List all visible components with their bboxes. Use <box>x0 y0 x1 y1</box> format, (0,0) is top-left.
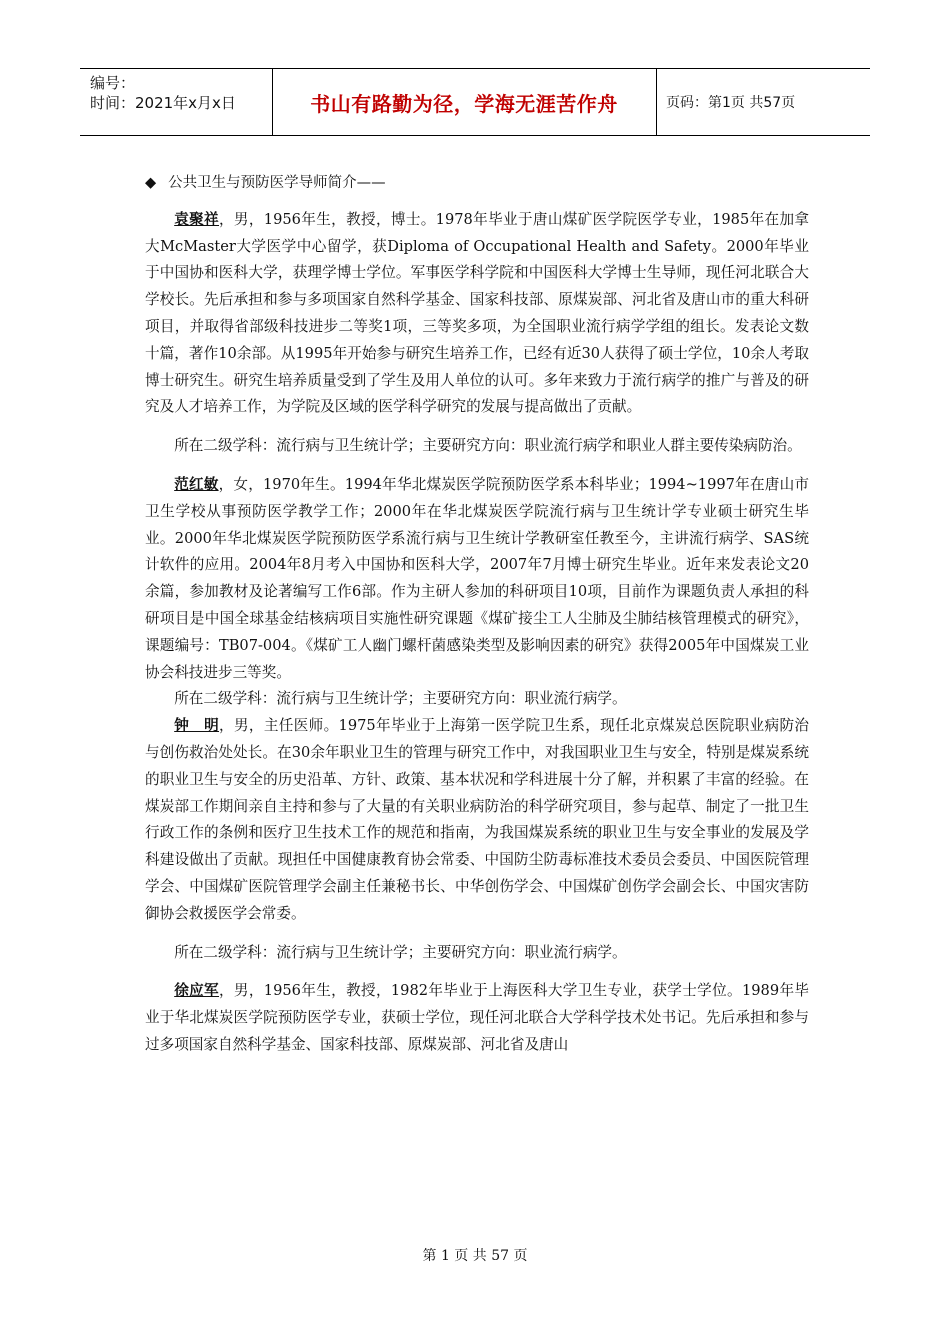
advisor-bio-text: ，男，1956年生，教授，博士。1978年毕业于唐山煤矿医学院医学专业，1985年在加拿大McMaster大学医学中心留学，获Diploma of Occupational Health and Safety。2000年毕业于中国协和医科大学，获理学博士学位。军事医学科学院和中国医科大学博士生导师，现任河北联合大学校长。先后承担和参与多项国家自然科学基金、国家科技部、原煤炭部、河北省及唐山市的重大科研项目，并取得省部级科技进步二等奖1项，三等奖多项，为全国职业流行病学学组的组长。发表论文数十篇，著作10余部。从1995年开始参与研究生培养工作，已经有近30人获得了硕士学位，10余人考取博士研究生。研究生培养质量受到了学生及用人单位的认可。多年来致力于流行病学的推广与普及的研究及人才培养工作，为学院及区域的医学科学研究的发展与提高做出了贡献。 <box>145 210 809 416</box>
advisor-bio-text: ，女，1970年生。1994年华北煤炭医学院预防医学系本科毕业；1994~1997年在唐山市卫生学校从事预防医学教学工作；2000年在华北煤炭医学院流行病与卫生统计学专业硕士研究生毕业。2000年华北煤炭医学院预防医学系流行病与卫生统计学教研室任教至今，主讲流行病学、SAS统计软件的应用。2004年8月考入中国协和医科大学，2007年7月博士研究生毕业。近年来发表论文20余篇，参加教材及论著编写工作6部。作为主研人参加的科研项目10项，目前作为课题负责人承担的科研项目是中国全球基金结核病项目实施性研究课题《煤矿接尘工人尘肺及尘肺结核管理模式的研究》，课题编号：TB07-004。《煤矿工人幽门螺杆菌感染类型及影响因素的研究》获得2005年中国煤炭工业协会科技进步三等奖。 <box>145 475 809 681</box>
doc-number-label: 编号： <box>90 74 136 92</box>
header-meta <box>90 73 280 113</box>
advisor-bio-3 <box>145 713 809 927</box>
advisor-bio-text: ，男，主任医师。1975年毕业于上海第一医学院卫生系，现任北京煤炭总医院职业病防治与创伤救治处处长。在30余年职业卫生的管理与研究工作中，对我国职业卫生与安全，特别是煤炭系统的职业卫生与安全的历史沿革、方针、政策、基本状况和学科进展十分了解，并积累了丰富的经验。在煤炭部工作期间亲自主持和参与了大量的有关职业病防治的科学研究项目，参与起草、制定了一批卫生行政工作的条例和医疗卫生技术工作的规范和指南，为我国煤炭系统的职业卫生与安全事业的发展及学科建设做出了贡献。现担任中国健康教育协会常委、中国防尘防毒标准技术委员会委员、中国医院管理学会、中国煤矿医院管理学会副主任兼秘书长、中华创伤学会、中国煤矿创伤学会副会长、中国灾害防御协会救援医学会常委。 <box>145 717 809 922</box>
page-footer: 第 1 页 共 57 页 <box>422 1248 528 1264</box>
advisor-name: 徐应军 <box>174 982 219 1000</box>
doc-time-label: 时间：2021年x月x日 <box>90 94 236 112</box>
header-motto: 书山有路勤为径，学海无涯苦作舟 <box>310 91 618 116</box>
advisor-discipline-2: 所在二级学科：流行病与卫生统计学；主要研究方向：职业流行病学。 <box>174 690 627 708</box>
diamond-bullet-icon: ◆ <box>145 175 157 191</box>
advisor-bio-1 <box>145 207 809 421</box>
header-page-info: 页码：第1页 共57页 <box>666 95 796 111</box>
advisor-discipline-3: 所在二级学科：流行病与卫生统计学；主要研究方向：职业流行病学。 <box>174 943 627 961</box>
advisor-name: 钟 明 <box>174 717 220 735</box>
header-divider-right <box>656 69 657 135</box>
advisor-bio-text: ，男，1956年生，教授，1982年毕业于上海医科大学卫生专业，获学士学位。1989年毕业于华北煤炭医学院预防医学专业，获硕士学位，现任河北联合大学科学技术处书记。先后承担和参与过多项国家自然科学基金、国家科技部、原煤炭部、河北省及唐山 <box>145 982 809 1053</box>
advisor-bio-4 <box>145 978 809 1058</box>
page-header <box>80 68 870 136</box>
section-heading <box>145 170 809 197</box>
advisor-name: 范红敏 <box>174 475 219 493</box>
advisor-discipline-1: 所在二级学科：流行病与卫生统计学；主要研究方向：职业流行病学和职业人群主要传染病防治。 <box>174 437 802 455</box>
advisor-bio-2 <box>145 472 809 686</box>
section-title: 公共卫生与预防医学导师简介—— <box>168 175 386 191</box>
document-body <box>145 170 809 1059</box>
advisor-name: 袁聚祥 <box>174 210 219 228</box>
